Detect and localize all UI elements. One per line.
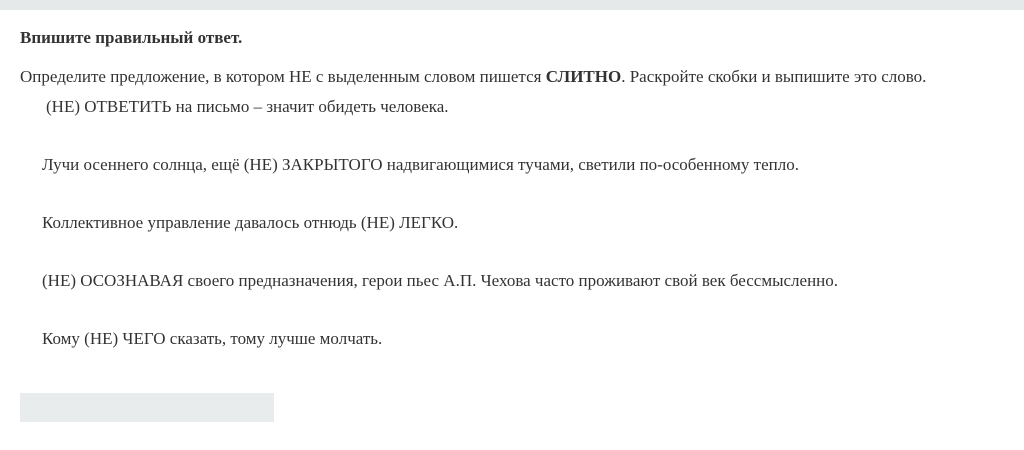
question-text-after: . Раскройте скобки и выпишите это слово.: [621, 67, 927, 86]
answer-input[interactable]: [20, 393, 274, 422]
sentence-4: (НЕ) ОСОЗНАВАЯ своего предназначения, герои пьес А.П. Чехова часто проживают свой век бессмысленно.: [42, 271, 839, 290]
top-bar: [0, 0, 1024, 10]
task-instruction: Впишите правильный ответ.: [20, 28, 243, 47]
sentence-3: Коллективное управление давалось отнюдь (НЕ) ЛЕГКО.: [42, 213, 459, 232]
sentence-2: Лучи осеннего солнца, ещё (НЕ) ЗАКРЫТОГО надвигающимися тучами, светили по-особенному тепло.: [42, 155, 799, 174]
question-text-before: Определите предложение, в котором НЕ с выделенным словом пишется: [20, 67, 546, 86]
task-question: [20, 67, 926, 87]
sentence-5: Кому (НЕ) ЧЕГО сказать, тому лучше молчать.: [42, 329, 383, 348]
sentence-1: (НЕ) ОТВЕТИТЬ на письмо – значит обидеть человека.: [46, 97, 449, 116]
question-emphasis: СЛИТНО: [545, 67, 622, 86]
